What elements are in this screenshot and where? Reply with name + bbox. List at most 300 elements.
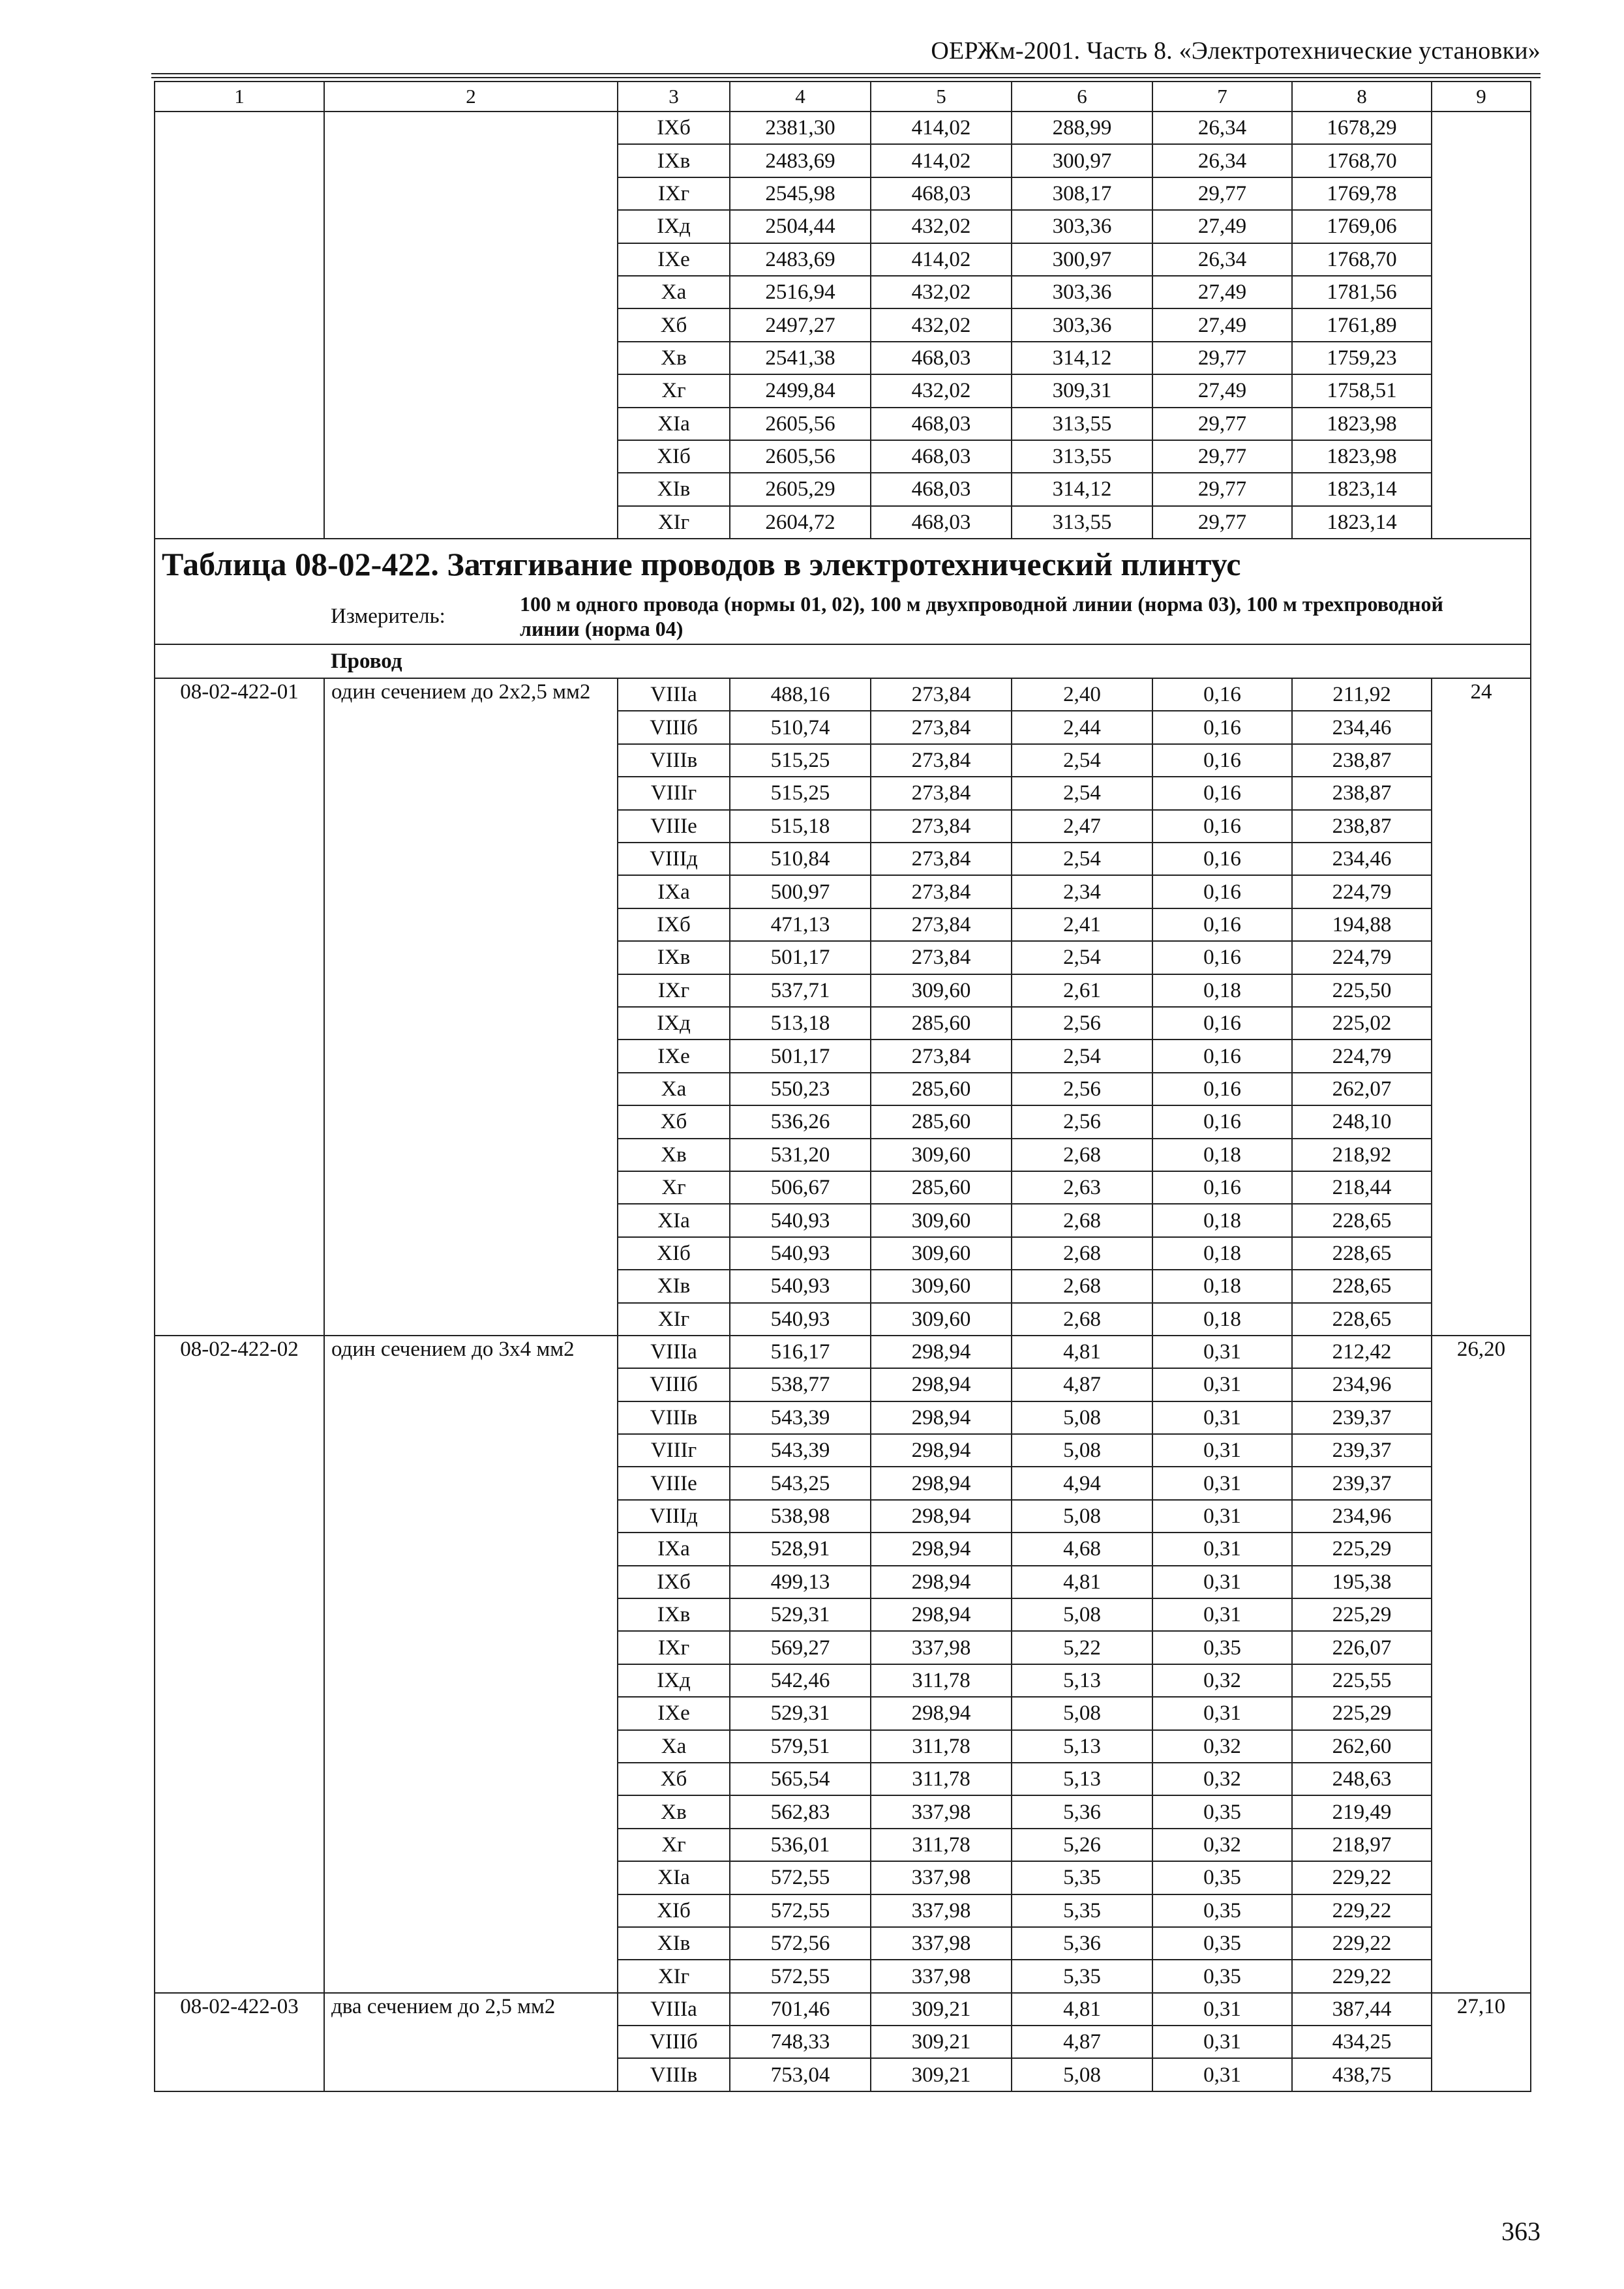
value-cell: 2,40	[1012, 678, 1152, 711]
name-cell	[324, 342, 618, 374]
column-header-cell: 6	[1012, 82, 1152, 112]
zone-cell: IXа	[618, 875, 730, 908]
value-cell: 298,94	[871, 1533, 1012, 1565]
value-cell: 543,25	[730, 1467, 871, 1499]
value-cell: 0,31	[1152, 1598, 1292, 1631]
name-cell	[324, 308, 618, 341]
value-cell: 540,93	[730, 1303, 871, 1336]
value-cell: 2516,94	[730, 276, 871, 308]
zone-cell: XIг	[618, 1303, 730, 1336]
value-cell: 273,84	[871, 711, 1012, 743]
value-cell: 273,84	[871, 678, 1012, 711]
value-cell: 218,44	[1292, 1171, 1432, 1204]
zone-cell: Xб	[618, 1105, 730, 1138]
zone-cell: Xв	[618, 342, 730, 374]
zone-cell: XIг	[618, 1960, 730, 1992]
value-cell: 239,37	[1292, 1434, 1432, 1467]
value-cell: 471,13	[730, 908, 871, 941]
value-cell: 26,34	[1152, 144, 1292, 177]
zone-cell: Xа	[618, 1730, 730, 1763]
table-row	[155, 440, 1531, 473]
value-cell: 0,18	[1152, 1237, 1292, 1270]
value-cell: 5,13	[1012, 1730, 1152, 1763]
value-cell: 0,31	[1152, 1697, 1292, 1729]
value-cell: 29,77	[1152, 440, 1292, 473]
zone-cell: VIIIа	[618, 1993, 730, 2026]
value-cell: 2,56	[1012, 1007, 1152, 1040]
zone-cell: IXд	[618, 1007, 730, 1040]
value-cell: 537,71	[730, 974, 871, 1007]
value-cell: 2,56	[1012, 1105, 1152, 1138]
value-cell: 538,98	[730, 1500, 871, 1533]
value-cell: 0,31	[1152, 1533, 1292, 1565]
section-indent	[155, 644, 324, 678]
value-cell: 2,47	[1012, 810, 1152, 843]
norm-name: два сечением до 2,5 мм2	[324, 1993, 618, 2091]
value-cell: 239,37	[1292, 1401, 1432, 1434]
value-cell: 2,54	[1012, 777, 1152, 809]
norm-code: 08-02-422-02	[155, 1336, 324, 1993]
value-cell: 27,49	[1152, 210, 1292, 243]
value-cell: 337,98	[871, 1894, 1012, 1927]
code-cell	[155, 342, 324, 374]
code-cell	[155, 374, 324, 407]
table-row	[155, 243, 1531, 276]
zone-cell: IXг	[618, 177, 730, 210]
value-cell: 218,97	[1292, 1829, 1432, 1861]
value-cell: 273,84	[871, 744, 1012, 777]
value-cell: 298,94	[871, 1566, 1012, 1598]
zone-cell: XIв	[618, 1927, 730, 1960]
value-cell: 298,94	[871, 1434, 1012, 1467]
table-row	[155, 1993, 1531, 2026]
value-cell: 0,16	[1152, 777, 1292, 809]
zone-cell: XIа	[618, 1204, 730, 1236]
value-cell: 2,41	[1012, 908, 1152, 941]
value-cell: 536,01	[730, 1829, 871, 1861]
table-row	[155, 1336, 1531, 1368]
table-row	[155, 177, 1531, 210]
column-header-cell: 5	[871, 82, 1012, 112]
value-cell: 313,55	[1012, 408, 1152, 440]
value-cell: 572,55	[730, 1960, 871, 1992]
value-cell: 500,97	[730, 875, 871, 908]
value-cell: 0,32	[1152, 1829, 1292, 1861]
code-cell	[155, 177, 324, 210]
zone-cell: VIIIа	[618, 1336, 730, 1368]
value-cell: 0,35	[1152, 1795, 1292, 1828]
value-cell: 4,81	[1012, 1336, 1152, 1368]
value-cell: 540,93	[730, 1204, 871, 1236]
value-cell: 4,94	[1012, 1467, 1152, 1499]
value-cell: 748,33	[730, 2026, 871, 2058]
value-cell: 234,46	[1292, 711, 1432, 743]
zone-cell: VIIIв	[618, 744, 730, 777]
value-cell: 5,36	[1012, 1795, 1152, 1828]
value-cell: 529,31	[730, 1697, 871, 1729]
value-cell: 219,49	[1292, 1795, 1432, 1828]
zone-cell: Xг	[618, 1171, 730, 1204]
value-cell: 311,78	[871, 1730, 1012, 1763]
value-cell: 0,16	[1152, 1171, 1292, 1204]
value-cell: 225,55	[1292, 1664, 1432, 1697]
value-cell: 0,18	[1152, 1303, 1292, 1336]
zone-cell: IXе	[618, 1040, 730, 1072]
column-header-cell: 3	[618, 82, 730, 112]
value-cell: 0,16	[1152, 1007, 1292, 1040]
table-row	[155, 308, 1531, 341]
zone-cell: XIв	[618, 1270, 730, 1302]
weight-cell	[1432, 177, 1531, 210]
value-cell: 5,22	[1012, 1631, 1152, 1664]
value-cell: 432,02	[871, 374, 1012, 407]
value-cell: 0,18	[1152, 1204, 1292, 1236]
value-cell: 303,36	[1012, 308, 1152, 341]
zone-cell: VIIIб	[618, 2026, 730, 2058]
value-cell: 234,96	[1292, 1368, 1432, 1401]
value-cell: 414,02	[871, 144, 1012, 177]
value-cell: 309,21	[871, 2026, 1012, 2058]
zone-cell: Xг	[618, 1829, 730, 1861]
weight-cell	[1432, 144, 1531, 177]
norm-weight: 26,20	[1432, 1336, 1531, 1993]
value-cell: 298,94	[871, 1598, 1012, 1631]
value-cell: 0,35	[1152, 1861, 1292, 1894]
value-cell: 0,18	[1152, 974, 1292, 1007]
value-cell: 414,02	[871, 243, 1012, 276]
value-cell: 0,16	[1152, 908, 1292, 941]
value-cell: 4,68	[1012, 1533, 1152, 1565]
value-cell: 0,31	[1152, 1368, 1292, 1401]
value-cell: 0,18	[1152, 1270, 1292, 1302]
name-cell	[324, 506, 618, 539]
value-cell: 579,51	[730, 1730, 871, 1763]
zone-cell: Xб	[618, 308, 730, 341]
value-cell: 529,31	[730, 1598, 871, 1631]
value-cell: 550,23	[730, 1073, 871, 1105]
value-cell: 2,63	[1012, 1171, 1152, 1204]
value-cell: 5,08	[1012, 1434, 1152, 1467]
norm-code: 08-02-422-01	[155, 678, 324, 1336]
value-cell: 538,77	[730, 1368, 871, 1401]
value-cell: 5,13	[1012, 1763, 1152, 1795]
value-cell: 0,16	[1152, 843, 1292, 875]
value-cell: 488,16	[730, 678, 871, 711]
value-cell: 313,55	[1012, 440, 1152, 473]
value-cell: 0,16	[1152, 941, 1292, 974]
value-cell: 309,60	[871, 1303, 1012, 1336]
value-cell: 314,12	[1012, 342, 1152, 374]
zone-cell: IXд	[618, 210, 730, 243]
table-row	[155, 678, 1531, 711]
name-cell	[324, 210, 618, 243]
section-row	[155, 644, 1531, 678]
value-cell: 528,91	[730, 1533, 871, 1565]
value-cell: 2605,29	[730, 473, 871, 505]
value-cell: 285,60	[871, 1007, 1012, 1040]
value-cell: 2,54	[1012, 843, 1152, 875]
value-cell: 0,31	[1152, 1434, 1292, 1467]
value-cell: 27,49	[1152, 308, 1292, 341]
zone-cell: IXе	[618, 243, 730, 276]
weight-cell	[1432, 408, 1531, 440]
value-cell: 273,84	[871, 1040, 1012, 1072]
value-cell: 2,68	[1012, 1237, 1152, 1270]
value-cell: 5,08	[1012, 1500, 1152, 1533]
table-row	[155, 473, 1531, 505]
value-cell: 5,08	[1012, 1598, 1152, 1631]
weight-cell	[1432, 473, 1531, 505]
value-cell: 337,98	[871, 1960, 1012, 1992]
value-cell: 2,44	[1012, 711, 1152, 743]
value-cell: 298,94	[871, 1500, 1012, 1533]
column-header-row	[155, 82, 1531, 112]
value-cell: 273,84	[871, 941, 1012, 974]
name-cell	[324, 177, 618, 210]
value-cell: 228,65	[1292, 1303, 1432, 1336]
value-cell: 229,22	[1292, 1960, 1432, 1992]
value-cell: 5,35	[1012, 1861, 1152, 1894]
value-cell: 0,16	[1152, 744, 1292, 777]
zone-cell: Xв	[618, 1795, 730, 1828]
table-row	[155, 408, 1531, 440]
value-cell: 5,36	[1012, 1927, 1152, 1960]
value-cell: 309,60	[871, 1139, 1012, 1171]
column-header-cell: 8	[1292, 82, 1432, 112]
value-cell: 1678,29	[1292, 112, 1432, 144]
value-cell: 300,97	[1012, 243, 1152, 276]
zone-cell: VIIIа	[618, 678, 730, 711]
value-cell: 1759,23	[1292, 342, 1432, 374]
value-cell: 238,87	[1292, 777, 1432, 809]
column-header-cell: 2	[324, 82, 618, 112]
value-cell: 414,02	[871, 112, 1012, 144]
value-cell: 468,03	[871, 408, 1012, 440]
value-cell: 2,68	[1012, 1303, 1152, 1336]
value-cell: 5,13	[1012, 1664, 1152, 1697]
value-cell: 468,03	[871, 473, 1012, 505]
weight-cell	[1432, 308, 1531, 341]
value-cell: 1823,98	[1292, 440, 1432, 473]
norm-name: один сечением до 2х2,5 мм2	[324, 678, 618, 1336]
value-cell: 5,08	[1012, 1697, 1152, 1729]
name-cell	[324, 440, 618, 473]
value-cell: 29,77	[1152, 342, 1292, 374]
name-cell	[324, 276, 618, 308]
value-cell: 26,34	[1152, 243, 1292, 276]
value-cell: 1823,14	[1292, 473, 1432, 505]
value-cell: 2,54	[1012, 941, 1152, 974]
section-label: Провод	[324, 644, 1531, 678]
zone-cell: IXб	[618, 908, 730, 941]
code-cell	[155, 506, 324, 539]
value-cell: 337,98	[871, 1927, 1012, 1960]
value-cell: 506,67	[730, 1171, 871, 1204]
code-cell	[155, 112, 324, 144]
value-cell: 515,25	[730, 744, 871, 777]
value-cell: 1761,89	[1292, 308, 1432, 341]
value-cell: 432,02	[871, 308, 1012, 341]
value-cell: 309,21	[871, 2058, 1012, 2091]
value-cell: 300,97	[1012, 144, 1152, 177]
value-cell: 313,55	[1012, 506, 1152, 539]
code-cell	[155, 408, 324, 440]
zone-cell: IXб	[618, 1566, 730, 1598]
zone-cell: XIг	[618, 506, 730, 539]
value-cell: 0,16	[1152, 1105, 1292, 1138]
value-cell: 540,93	[730, 1237, 871, 1270]
value-cell: 510,84	[730, 843, 871, 875]
value-cell: 29,77	[1152, 177, 1292, 210]
value-cell: 1823,14	[1292, 506, 1432, 539]
value-cell: 309,60	[871, 1237, 1012, 1270]
zone-cell: VIIIв	[618, 2058, 730, 2091]
value-cell: 311,78	[871, 1664, 1012, 1697]
value-cell: 516,17	[730, 1336, 871, 1368]
value-cell: 229,22	[1292, 1927, 1432, 1960]
value-cell: 26,34	[1152, 112, 1292, 144]
value-cell: 2541,38	[730, 342, 871, 374]
value-cell: 194,88	[1292, 908, 1432, 941]
value-cell: 0,16	[1152, 678, 1292, 711]
zone-cell: XIб	[618, 1894, 730, 1927]
norm-weight: 27,10	[1432, 1993, 1531, 2091]
zone-cell: Xа	[618, 276, 730, 308]
value-cell: 311,78	[871, 1829, 1012, 1861]
zone-cell: VIIIб	[618, 1368, 730, 1401]
value-cell: 285,60	[871, 1105, 1012, 1138]
value-cell: 2545,98	[730, 177, 871, 210]
value-cell: 273,84	[871, 777, 1012, 809]
code-cell	[155, 308, 324, 341]
value-cell: 262,60	[1292, 1730, 1432, 1763]
column-header-cell: 4	[730, 82, 871, 112]
code-cell	[155, 473, 324, 505]
weight-cell	[1432, 374, 1531, 407]
value-cell: 434,25	[1292, 2026, 1432, 2058]
value-cell: 2,54	[1012, 1040, 1152, 1072]
table-title: Таблица 08-02-422. Затягивание проводов в электротехнический плинтус	[155, 539, 1531, 588]
value-cell: 285,60	[871, 1073, 1012, 1105]
value-cell: 224,79	[1292, 875, 1432, 908]
code-cell	[155, 144, 324, 177]
zone-cell: XIа	[618, 408, 730, 440]
value-cell: 0,16	[1152, 810, 1292, 843]
value-cell: 309,21	[871, 1993, 1012, 2026]
code-cell	[155, 210, 324, 243]
value-cell: 0,35	[1152, 1894, 1292, 1927]
value-cell: 0,35	[1152, 1927, 1292, 1960]
value-cell: 27,49	[1152, 276, 1292, 308]
value-cell: 1758,51	[1292, 374, 1432, 407]
value-cell: 543,39	[730, 1434, 871, 1467]
table-row	[155, 112, 1531, 144]
zone-cell: VIIIд	[618, 1500, 730, 1533]
value-cell: 0,32	[1152, 1730, 1292, 1763]
value-cell: 5,35	[1012, 1960, 1152, 1992]
value-cell: 238,87	[1292, 744, 1432, 777]
column-header-cell: 7	[1152, 82, 1292, 112]
value-cell: 29,77	[1152, 408, 1292, 440]
value-cell: 234,96	[1292, 1500, 1432, 1533]
code-cell	[155, 276, 324, 308]
name-cell	[324, 408, 618, 440]
zone-cell: XIа	[618, 1861, 730, 1894]
name-cell	[324, 112, 618, 144]
name-cell	[324, 374, 618, 407]
value-cell: 229,22	[1292, 1894, 1432, 1927]
value-cell: 468,03	[871, 177, 1012, 210]
value-cell: 273,84	[871, 810, 1012, 843]
zone-cell: VIIIг	[618, 1434, 730, 1467]
value-cell: 0,31	[1152, 1336, 1292, 1368]
zone-cell: VIIIб	[618, 711, 730, 743]
running-header: ОЕРЖм-2001. Часть 8. «Электротехнические установки»	[931, 37, 1541, 65]
value-cell: 308,17	[1012, 177, 1152, 210]
value-cell: 2483,69	[730, 243, 871, 276]
value-cell: 2,34	[1012, 875, 1152, 908]
value-cell: 2497,27	[730, 308, 871, 341]
value-cell: 468,03	[871, 342, 1012, 374]
value-cell: 1769,78	[1292, 177, 1432, 210]
code-cell	[155, 440, 324, 473]
value-cell: 309,60	[871, 1270, 1012, 1302]
value-cell: 432,02	[871, 210, 1012, 243]
value-cell: 501,17	[730, 1040, 871, 1072]
value-cell: 2504,44	[730, 210, 871, 243]
value-cell: 513,18	[730, 1007, 871, 1040]
weight-cell	[1432, 112, 1531, 144]
page-number: 363	[1501, 2217, 1541, 2246]
value-cell: 2604,72	[730, 506, 871, 539]
value-cell: 273,84	[871, 843, 1012, 875]
value-cell: 225,29	[1292, 1533, 1432, 1565]
value-cell: 229,22	[1292, 1861, 1432, 1894]
weight-cell	[1432, 210, 1531, 243]
value-cell: 1768,70	[1292, 144, 1432, 177]
value-cell: 0,31	[1152, 1467, 1292, 1499]
value-cell: 262,07	[1292, 1073, 1432, 1105]
value-cell: 1781,56	[1292, 276, 1432, 308]
value-cell: 298,94	[871, 1401, 1012, 1434]
value-cell: 311,78	[871, 1763, 1012, 1795]
value-cell: 4,87	[1012, 2026, 1152, 2058]
value-cell: 543,39	[730, 1401, 871, 1434]
value-cell: 337,98	[871, 1795, 1012, 1828]
rates-table-body	[155, 82, 1531, 2091]
zone-cell: IXг	[618, 974, 730, 1007]
column-header-cell: 1	[155, 82, 324, 112]
value-cell: 438,75	[1292, 2058, 1432, 2091]
value-cell: 572,55	[730, 1861, 871, 1894]
value-cell: 2,68	[1012, 1270, 1152, 1302]
value-cell: 212,42	[1292, 1336, 1432, 1368]
value-cell: 562,83	[730, 1795, 871, 1828]
measure-text: 100 м одного провода (нормы 01, 02), 100 м двухпроводной линии (норма 03), 100 м трехпроводной линии (норма 04)	[520, 591, 1443, 640]
zone-cell: IXа	[618, 1533, 730, 1565]
weight-cell	[1432, 506, 1531, 539]
zone-cell: IXг	[618, 1631, 730, 1664]
value-cell: 211,92	[1292, 678, 1432, 711]
value-cell: 4,81	[1012, 1566, 1152, 1598]
column-header-cell: 9	[1432, 82, 1531, 112]
zone-cell: VIIIе	[618, 810, 730, 843]
value-cell: 0,16	[1152, 1040, 1292, 1072]
name-cell	[324, 144, 618, 177]
norm-code: 08-02-422-03	[155, 1993, 324, 2091]
value-cell: 542,46	[730, 1664, 871, 1697]
value-cell: 0,31	[1152, 2026, 1292, 2058]
